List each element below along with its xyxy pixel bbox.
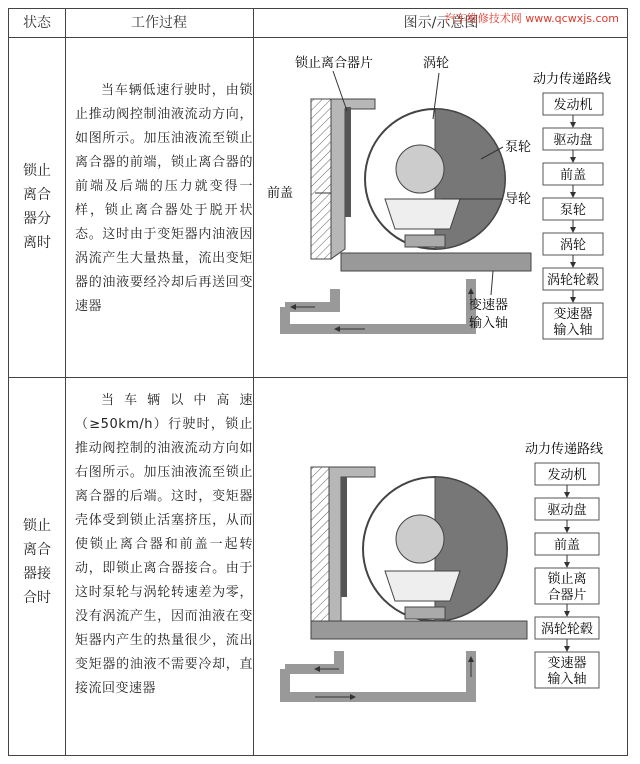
power-path-label: 变速器: [553, 307, 593, 322]
front-cover-shape: [311, 99, 331, 259]
power-path-label: 涡轮轮毂: [546, 273, 600, 288]
power-path-label: 发动机: [553, 98, 593, 113]
power-path-label: 驱动盘: [547, 503, 587, 518]
label-clutch-plate: 锁止离合器片: [295, 56, 374, 71]
label-input-shaft-2: 输入轴: [469, 316, 509, 331]
row2-state-line: 器接: [23, 566, 51, 582]
power-path-label: 涡轮: [559, 238, 587, 253]
power-path-label: 合器片: [547, 588, 587, 603]
row2-state: [9, 514, 65, 610]
row1-description: 当车辆低速行驶时，由锁止推动阀控制油液流动方向，如图所示。加压油液流至锁止离合器的前端，锁止离合器的前端及后端的压力就变得一样，锁止离合器处于脱开状态。这时由于变矩器内油液因涡流产生大量热量，流出变矩器的油液要经冷却后再送回变速器: [75, 83, 253, 314]
row1-state-line: 器分: [23, 211, 51, 227]
input-shaft-shape: [341, 253, 531, 271]
diagram-unlocked: [255, 39, 627, 375]
stator-shape: [396, 145, 444, 193]
label-pump: 泵轮: [505, 140, 532, 155]
row2-description: 当车辆以中高速（≥50km/h）行驶时，锁止推动阀控制的油液流动方向如右图所示。加压油液流至锁止离合器的后端。这时，变矩器壳体受到锁止活塞挤压，从而使锁止离合器和前盖一起转动，即锁止离合器接合。由于这时泵轮与涡轮转速差为零，没有涡流产生，因而油液在变矩器内产生的热量很少，流出变矩器的油液不需要冷却，直接流回变速器: [75, 393, 253, 696]
clutch-plate-shape: [341, 477, 347, 597]
header-state: 状态: [23, 15, 51, 31]
header-diagram: 图示/示意图: [403, 15, 479, 31]
table-header: [9, 9, 627, 38]
label-front-cover: 前盖: [267, 186, 294, 201]
label-turbine: 涡轮: [423, 56, 450, 71]
power-path-label: 前盖: [553, 538, 581, 553]
input-shaft-shape: [311, 621, 527, 639]
diagram-locked: [255, 381, 627, 753]
power-path-label: 变速器: [547, 656, 587, 671]
watermark: 汽车维修技术网 www.qcwxjs.com: [444, 12, 619, 25]
power-path-title: 动力传递路线: [533, 72, 612, 87]
clutch-plate-shape: [345, 107, 351, 217]
power-path-list: [535, 463, 599, 688]
power-path-label: 输入轴: [547, 672, 587, 687]
power-path-label: 锁止离: [547, 572, 587, 587]
power-path-label: 发动机: [547, 468, 587, 483]
row1-state: [9, 159, 65, 255]
label-input-shaft-1: 变速器: [469, 298, 509, 313]
power-path-label: 输入轴: [553, 323, 593, 338]
divider-row: [9, 377, 627, 378]
power-path-list: [543, 93, 603, 339]
power-path-title: 动力传递路线: [525, 442, 604, 457]
label-stator: 导轮: [505, 192, 532, 207]
power-path-label: 涡轮轮毂: [540, 622, 594, 637]
divider-col-1: [65, 9, 66, 755]
header-process: 工作过程: [131, 15, 187, 31]
row2-state-line: 离合: [23, 542, 51, 558]
comparison-table: [8, 8, 628, 756]
row1-state-line: 离时: [23, 235, 51, 251]
power-path-label: 泵轮: [559, 203, 587, 218]
row2-state-line: 锁止: [23, 518, 51, 534]
row1-state-line: 离合: [23, 187, 51, 203]
row2-state-line: 合时: [23, 590, 51, 606]
row1-state-line: 锁止: [23, 163, 51, 179]
stator-shape: [396, 515, 444, 563]
power-path-label: 前盖: [559, 168, 587, 183]
power-path-label: 驱动盘: [553, 133, 593, 148]
divider-col-2: [253, 9, 254, 755]
